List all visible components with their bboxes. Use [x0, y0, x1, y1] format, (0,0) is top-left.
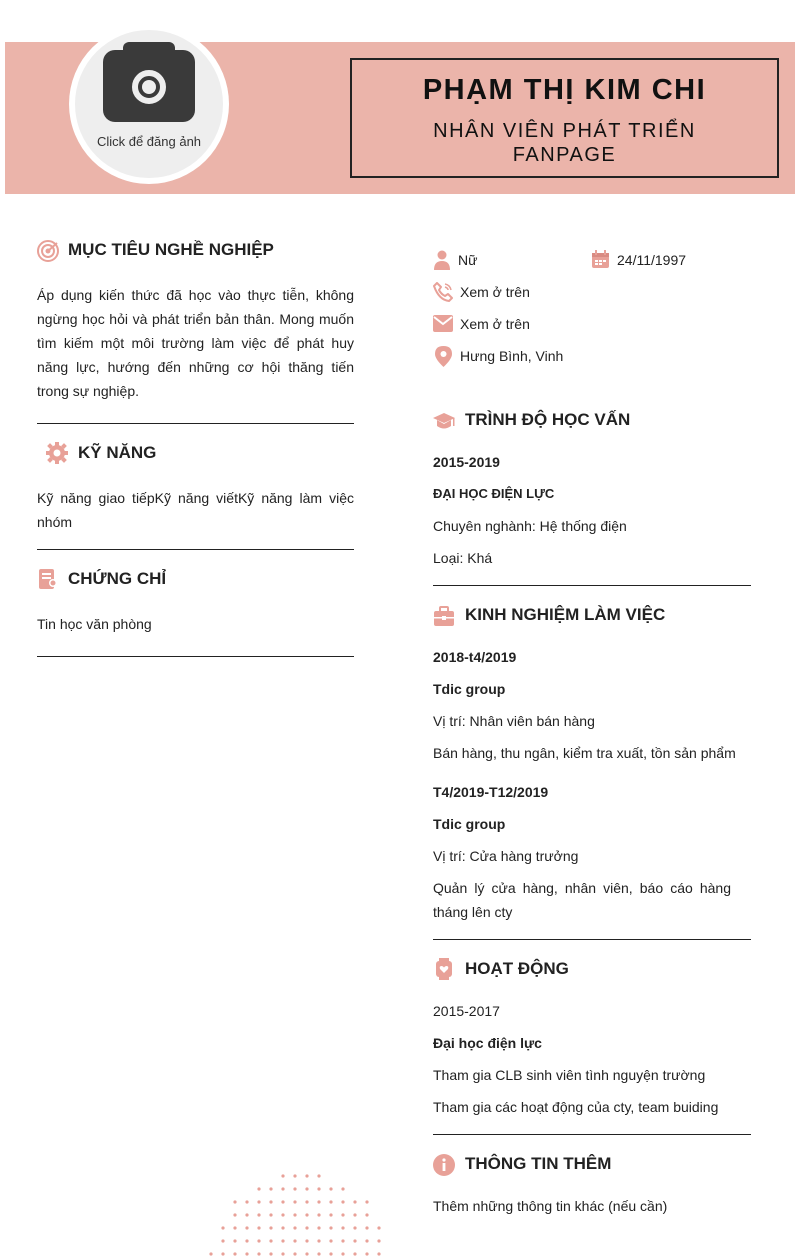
decorative-dot — [269, 1239, 272, 1242]
decorative-dot — [245, 1200, 248, 1203]
activity-icon — [433, 958, 455, 980]
briefcase-icon — [433, 605, 455, 627]
certificates-text: Tin học văn phòng — [37, 616, 152, 632]
decorative-dot — [341, 1252, 344, 1255]
decorative-dot — [233, 1213, 236, 1216]
decorative-dot — [281, 1239, 284, 1242]
divider — [37, 423, 354, 424]
decorative-dot — [317, 1200, 320, 1203]
decorative-dot — [305, 1187, 308, 1190]
decorative-dot — [293, 1213, 296, 1216]
decorative-dot — [245, 1226, 248, 1229]
decorative-dot — [281, 1252, 284, 1255]
decorative-dot — [353, 1213, 356, 1216]
experience-company: Tdic group — [433, 681, 506, 697]
decorative-dot — [317, 1226, 320, 1229]
decorative-dot — [329, 1226, 332, 1229]
activities-organization: Đại học điện lực — [433, 1035, 542, 1051]
decorative-dot — [377, 1226, 380, 1229]
decorative-dot — [221, 1239, 224, 1242]
decorative-dot — [317, 1213, 320, 1216]
decorative-dot — [365, 1252, 368, 1255]
decorative-dot — [365, 1213, 368, 1216]
objective-text: Áp dụng kiến thức đã học vào thực tiễn, không ngừng học hỏi và phát triển bản thân. Mong muốn tìm kiếm một môi trường làm việc để phát huy năng lực, hướng đến những cơ hội thăng tiến trong sự nghiệp. — [37, 287, 354, 399]
decorative-dot — [353, 1239, 356, 1242]
avatar-upload-label[interactable]: Click để đăng ảnh — [96, 134, 202, 149]
decorative-dot — [353, 1226, 356, 1229]
decorative-dot — [233, 1200, 236, 1203]
decorative-dot — [341, 1200, 344, 1203]
info-icon — [433, 1154, 455, 1176]
decorative-dot — [269, 1200, 272, 1203]
decorative-dot — [305, 1239, 308, 1242]
experience-company: Tdic group — [433, 816, 506, 832]
decorative-dot — [305, 1200, 308, 1203]
decorative-dot — [293, 1252, 296, 1255]
phone-value: Xem ở trên — [460, 284, 530, 300]
decorative-dot — [281, 1174, 284, 1177]
decorative-dot — [281, 1213, 284, 1216]
decorative-dot — [281, 1200, 284, 1203]
email-icon — [433, 315, 453, 332]
decorative-dot — [269, 1213, 272, 1216]
education-title: TRÌNH ĐỘ HỌC VẤN — [465, 410, 631, 429]
decorative-dot — [293, 1187, 296, 1190]
decorative-dot — [257, 1239, 260, 1242]
graduation-cap-icon — [433, 410, 455, 432]
decorative-dot — [305, 1252, 308, 1255]
birthday-value: 24/11/1997 — [617, 252, 687, 268]
decorative-dot — [341, 1187, 344, 1190]
avatar-placeholder[interactable] — [75, 30, 223, 178]
decorative-dot — [341, 1239, 344, 1242]
decorative-dot — [257, 1187, 260, 1190]
experience-description: Quản lý cửa hàng, nhân viên, báo cáo hàng tháng lên cty — [433, 880, 731, 920]
decorative-dot — [269, 1226, 272, 1229]
certificates-title: CHỨNG CHỈ — [68, 569, 167, 588]
decorative-dot — [221, 1252, 224, 1255]
experience-position: Vị trí: Cửa hàng trưởng — [433, 848, 579, 864]
address-value: Hưng Bình, Vinh — [460, 348, 564, 364]
gender-value: Nữ — [458, 252, 478, 268]
decorative-dot — [377, 1239, 380, 1242]
decorative-dot — [293, 1239, 296, 1242]
education-grade: Loại: Khá — [433, 550, 493, 566]
decorative-dot — [269, 1252, 272, 1255]
decorative-dot — [281, 1187, 284, 1190]
decorative-dots — [205, 1170, 395, 1257]
decorative-dot — [221, 1226, 224, 1229]
decorative-dot — [293, 1226, 296, 1229]
job-title: NHÂN VIÊN PHÁT TRIỂN FANPAGE — [433, 120, 696, 166]
name-box — [350, 58, 779, 178]
divider — [433, 585, 751, 586]
divider — [37, 656, 354, 657]
experience-period: T4/2019-T12/2019 — [433, 784, 549, 800]
decorative-dot — [305, 1174, 308, 1177]
decorative-dot — [365, 1226, 368, 1229]
education-school: ĐẠI HỌC ĐIỆN LỰC — [433, 486, 555, 501]
decorative-dot — [269, 1187, 272, 1190]
activity-item: Tham gia các hoạt động của cty, team buiding — [433, 1099, 719, 1115]
email-value: Xem ở trên — [460, 316, 530, 332]
activities-period: 2015-2017 — [433, 1003, 500, 1019]
decorative-dot — [233, 1252, 236, 1255]
skills-text: Kỹ năng giao tiếpKỹ năng viếtKỹ năng làm việc nhóm — [37, 490, 354, 530]
decorative-dot — [305, 1213, 308, 1216]
decorative-dot — [317, 1187, 320, 1190]
location-icon — [435, 346, 452, 367]
experience-title: KINH NGHIỆM LÀM VIỆC — [465, 605, 666, 624]
experience-period: 2018-t4/2019 — [433, 649, 517, 665]
decorative-dot — [329, 1187, 332, 1190]
decorative-dot — [281, 1226, 284, 1229]
decorative-dot — [245, 1252, 248, 1255]
decorative-dot — [257, 1226, 260, 1229]
decorative-dot — [209, 1252, 212, 1255]
education-major: Chuyên nghành: Hệ thống điện — [433, 518, 627, 534]
person-icon — [433, 250, 451, 270]
decorative-dot — [365, 1239, 368, 1242]
activity-item: Tham gia CLB sinh viên tình nguyện trường — [433, 1067, 706, 1083]
decorative-dot — [245, 1239, 248, 1242]
additional-title: THÔNG TIN THÊM — [465, 1154, 612, 1173]
education-period: 2015-2019 — [433, 454, 500, 470]
decorative-dot — [257, 1200, 260, 1203]
calendar-icon — [591, 250, 610, 269]
decorative-dot — [257, 1213, 260, 1216]
skills-title: KỸ NĂNG — [78, 443, 157, 462]
experience-position: Vị trí: Nhân viên bán hàng — [433, 713, 595, 729]
avatar-upload[interactable] — [69, 24, 229, 184]
decorative-dot — [353, 1200, 356, 1203]
decorative-dot — [329, 1200, 332, 1203]
decorative-dot — [233, 1226, 236, 1229]
decorative-dot — [365, 1200, 368, 1203]
divider — [433, 939, 751, 940]
decorative-dot — [317, 1239, 320, 1242]
objective-title: MỤC TIÊU NGHỀ NGHIỆP — [68, 240, 274, 259]
decorative-dot — [329, 1252, 332, 1255]
target-icon — [37, 240, 59, 262]
decorative-dot — [329, 1213, 332, 1216]
decorative-dot — [257, 1252, 260, 1255]
decorative-dot — [341, 1226, 344, 1229]
decorative-dot — [341, 1213, 344, 1216]
decorative-dot — [329, 1239, 332, 1242]
additional-text: Thêm những thông tin khác (nếu cần) — [433, 1198, 668, 1214]
divider — [37, 549, 354, 550]
decorative-dot — [317, 1252, 320, 1255]
phone-icon — [433, 282, 453, 302]
decorative-dot — [245, 1213, 248, 1216]
camera-lens-icon — [132, 70, 166, 104]
activities-title: HOẠT ĐỘNG — [465, 959, 569, 978]
decorative-dot — [293, 1174, 296, 1177]
divider — [433, 1134, 751, 1135]
decorative-dot — [377, 1252, 380, 1255]
decorative-dot — [353, 1252, 356, 1255]
decorative-dot — [305, 1226, 308, 1229]
certificate-icon — [37, 568, 59, 590]
decorative-dot — [293, 1200, 296, 1203]
decorative-dot — [317, 1174, 320, 1177]
gear-icon — [46, 442, 68, 464]
experience-description: Bán hàng, thu ngân, kiểm tra xuất, tồn sản phẩm — [433, 745, 736, 761]
decorative-dot — [233, 1239, 236, 1242]
candidate-name: PHẠM THỊ KIM CHI — [422, 74, 707, 106]
